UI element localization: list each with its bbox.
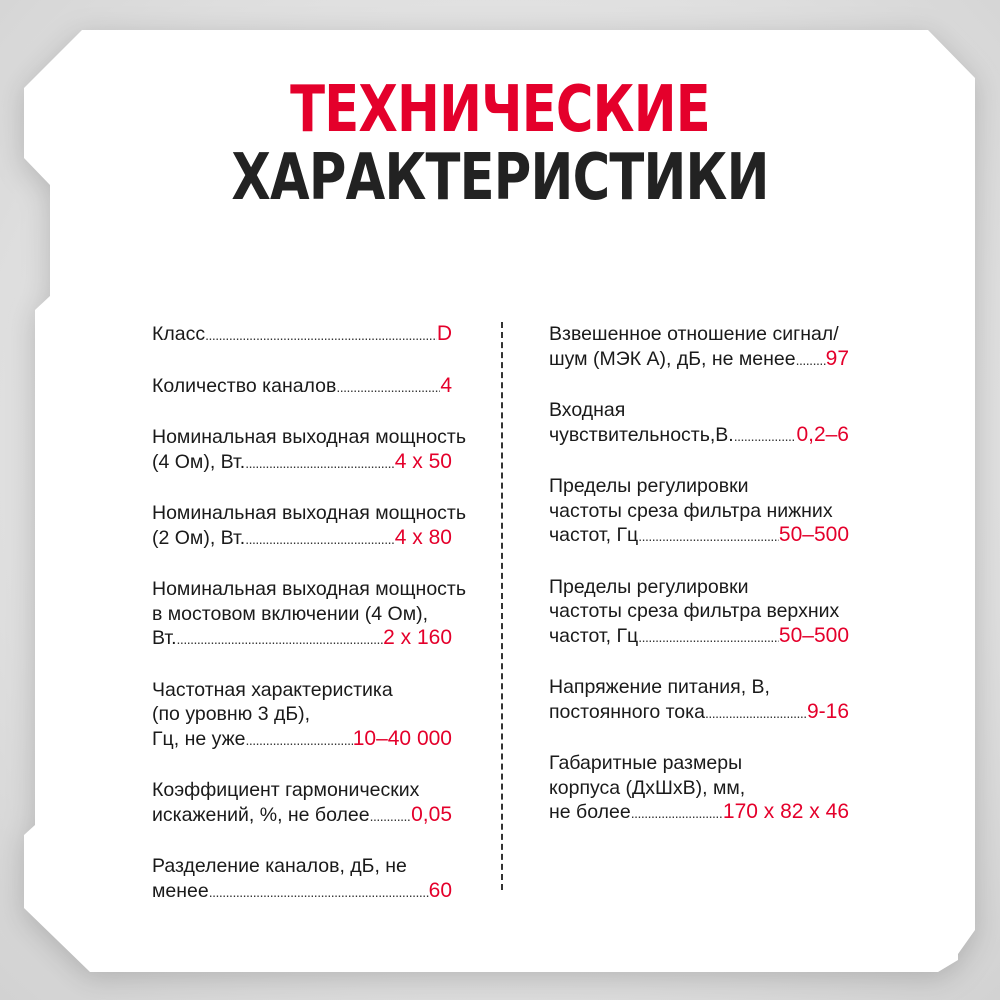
spec-label: шум (МЭК А), дБ, не менее [549, 347, 796, 370]
spec-label-line: частоты среза фильтра нижних [549, 499, 833, 522]
spec-item [549, 322, 849, 372]
title-line-2: ХАРАКТЕРИСТИКИ [231, 141, 769, 215]
spec-value: 60 [428, 878, 452, 902]
spec-item [152, 678, 452, 753]
dot-leader [796, 347, 826, 373]
spec-value: 4 х 80 [394, 525, 452, 549]
dot-leader [177, 626, 384, 652]
dot-leader [734, 423, 797, 449]
spec-label-line: (по уровню 3 дБ), [152, 703, 311, 725]
spec-label: Класс [152, 323, 206, 345]
spec-label: Количество каналов [152, 374, 337, 397]
spec-label-line: Напряжение питания, В, [549, 676, 770, 698]
spec-label-line: Пределы регулировки [549, 575, 749, 598]
spec-label: частот, Гц [549, 524, 639, 546]
spec-label-line: Номинальная выходная мощность [152, 426, 467, 448]
dot-leader [205, 322, 437, 348]
left-spec-column [152, 322, 467, 930]
title-line-1: ТЕХНИЧЕСКИЕ [290, 73, 710, 147]
spec-label-row [549, 423, 849, 449]
spec-item [152, 322, 452, 348]
dot-leader [631, 800, 723, 826]
spec-label-line: Взвешенное отношение сигнал/ [549, 323, 839, 345]
dot-leader [245, 450, 395, 476]
spec-item [549, 675, 849, 725]
spec-label-line: Разделение каналов, дБ, не [152, 855, 407, 877]
spec-label: менее [152, 879, 209, 902]
dot-leader [209, 879, 429, 905]
spec-label: искажений, %, не более [152, 803, 370, 826]
dot-leader [638, 624, 779, 650]
spec-label-row [549, 700, 849, 726]
spec-label-row [549, 523, 849, 549]
spec-value: 0,2–6 [796, 422, 849, 446]
spec-item [549, 751, 849, 826]
spec-value: 97 [825, 346, 849, 370]
spec-label: не более [549, 801, 631, 823]
spec-value: 0,05 [411, 802, 452, 826]
dot-leader [638, 523, 779, 549]
spec-value: 50–500 [778, 623, 849, 647]
right-spec-column [549, 322, 849, 852]
spec-label-row [549, 800, 849, 826]
spec-item [152, 425, 467, 475]
spec-item [152, 577, 467, 652]
spec-label-line: Коэффициент гармонических [152, 779, 420, 801]
spec-label-row [152, 374, 452, 400]
spec-label-row [152, 322, 452, 348]
spec-label-line: Номинальная выходная мощность [152, 502, 467, 524]
spec-value: 170 х 82 х 46 [722, 800, 849, 823]
spec-label-line: корпуса (ДхШхВ), мм, [549, 776, 746, 799]
spec-label: (4 Ом), Вт. [152, 450, 246, 473]
spec-value: 9-16 [806, 699, 849, 723]
column-divider [501, 322, 503, 890]
spec-label-row [152, 727, 452, 753]
spec-label: чувствительность,В. [549, 423, 734, 446]
spec-value: 2 х 160 [383, 626, 452, 649]
spec-label-line: Номинальная выходная мощность [152, 578, 467, 600]
spec-label-line: Частотная характеристика [152, 678, 393, 701]
spec-label-row [549, 347, 849, 373]
spec-item [152, 778, 452, 828]
spec-label-line: Входная [549, 399, 626, 421]
spec-label-line: Габаритные размеры [549, 752, 743, 774]
spec-label: Вт. [152, 627, 177, 649]
spec-value: 50–500 [778, 523, 849, 546]
spec-label-row [152, 803, 452, 829]
spec-item [549, 575, 849, 650]
dot-leader [245, 727, 352, 753]
spec-label-row [152, 526, 452, 552]
spec-label-line: Пределы регулировки [549, 475, 749, 497]
spec-value: 4 [440, 373, 452, 397]
spec-item [549, 398, 849, 448]
dot-leader [245, 526, 395, 552]
spec-value: 4 х 50 [394, 449, 452, 473]
dot-leader [370, 803, 412, 829]
spec-label-row [152, 450, 452, 476]
dot-leader [705, 700, 807, 726]
spec-item [152, 854, 452, 904]
spec-label-row [152, 626, 452, 652]
spec-label-line: частоты среза фильтра верхних [549, 600, 840, 622]
spec-value: 10–40 000 [352, 726, 452, 750]
spec-item [152, 501, 467, 551]
spec-item [152, 374, 452, 400]
spec-label-line: в мостовом включении (4 Ом), [152, 602, 429, 625]
spec-label-row [549, 624, 849, 650]
spec-label-row [152, 879, 452, 905]
spec-label: (2 Ом), Вт. [152, 526, 246, 549]
spec-value: D [436, 322, 452, 345]
spec-item [549, 474, 849, 549]
spec-label: частот, Гц [549, 624, 639, 647]
dot-leader [336, 374, 440, 400]
spec-label: Гц, не уже [152, 727, 246, 750]
spec-label: постоянного тока [549, 700, 705, 723]
